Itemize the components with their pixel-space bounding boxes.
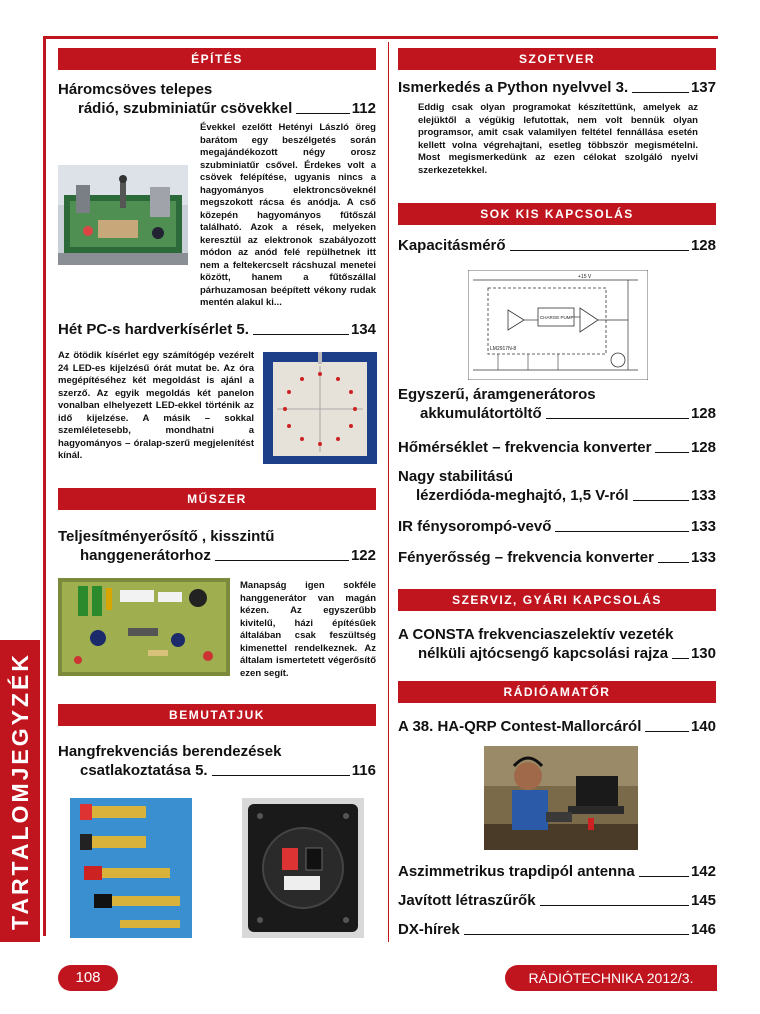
leader-line <box>253 334 349 335</box>
title-line: DX-hírek <box>398 921 460 938</box>
title-line: Hangfrekvenciás berendezések <box>58 743 282 760</box>
side-label: TARTALOMJEGYZÉK <box>7 652 33 930</box>
page-number: 140 <box>690 718 716 735</box>
title-line: lézerdióda-meghajtó, 1,5 V-ról <box>416 487 629 504</box>
leader-line <box>658 562 689 563</box>
column-divider <box>388 42 389 942</box>
page-number: 133 <box>690 487 716 504</box>
title-line: Egyszerű, áramgenerátoros <box>398 386 596 403</box>
schematic-block-label: CHARGE PUMP <box>540 315 574 320</box>
article-title[interactable] <box>398 625 716 663</box>
leader-line <box>464 934 689 935</box>
title-line: Kapacitásmérő <box>398 237 506 254</box>
leader-line <box>546 418 689 419</box>
section-header-epites: ÉPÍTÉS <box>58 48 376 70</box>
section-header-szerviz: SZERVIZ, GYÁRI KAPCSOLÁS <box>398 589 716 611</box>
leader-line <box>672 658 689 659</box>
leader-line <box>215 560 349 561</box>
article-title[interactable] <box>398 717 716 736</box>
article-title[interactable] <box>398 78 716 97</box>
leader-line <box>633 500 689 501</box>
page-number: 130 <box>690 645 716 662</box>
radio-operator-photo <box>484 746 638 850</box>
article-title[interactable] <box>398 517 716 536</box>
schematic-supply-label: +15 V <box>578 274 592 280</box>
title-line: Hőmérséklet – frekvencia konverter <box>398 439 652 456</box>
article-title[interactable] <box>398 862 716 881</box>
title-line: Fényerősség – frekvencia konverter <box>398 549 654 566</box>
section-header-muszer: MŰSZER <box>58 488 376 510</box>
title-line: A 38. HA-QRP Contest-Mallorcáról <box>398 718 642 735</box>
page-number: 128 <box>690 439 716 456</box>
footer-page-number: 108 <box>58 965 118 991</box>
title-line: Javított létraszűrők <box>398 892 536 909</box>
frame-left-rule <box>43 36 46 936</box>
article-title[interactable] <box>398 920 716 939</box>
title-line: Háromcsöves telepes <box>58 81 213 98</box>
amplifier-board-photo <box>58 578 230 676</box>
led-clock-photo <box>263 352 377 464</box>
page-number: 133 <box>690 518 716 535</box>
article-title[interactable] <box>398 438 716 457</box>
page-number: 112 <box>351 100 376 117</box>
article-abstract: Az ötödik kísérlet egy számítógép vezérelt 24 LED-es kijelzésű órát mutat be. Az óra megépítéséhez két megoldást is ajánl a szerző. Az egyik megoldás két panelon vonalban elhelyezett LED-ekkel történik az idő kijelzése. A másik – sokkal szemléletesebb, mondhatni a hagyományos – óralap-szerű megjelenítést kínál. <box>58 350 254 461</box>
page-number: 146 <box>690 921 716 938</box>
leader-line <box>639 876 689 877</box>
article-abstract: Manapság igen sokféle hanggenerátor van magán kézen. Az egyszerűbb kivitelű, házi építésűek általában csak feszültség kimenettel rendelkeznek. Az általam ismertetett végerősítő ezen segít. <box>240 580 376 679</box>
section-header-sok-kis-kapcsolas: SOK KIS KAPCSOLÁS <box>398 203 716 225</box>
page-number: 128 <box>690 405 716 422</box>
section-header-bemutatjuk: BEMUTATJUK <box>58 704 376 726</box>
leader-line <box>655 452 688 453</box>
page-number: 134 <box>350 321 376 338</box>
title-line: akkumulátortöltő <box>420 405 542 422</box>
title-line: A CONSTA frekvenciaszelektív vezeték <box>398 626 674 643</box>
leader-line <box>296 113 350 114</box>
page-number: 142 <box>690 863 716 880</box>
leader-line <box>510 250 689 251</box>
page-number: 122 <box>350 547 376 564</box>
title-line: Aszimmetrikus trapdipól antenna <box>398 863 635 880</box>
title-line: Teljesítményerősítő , kisszintű <box>58 528 275 545</box>
frame-top-rule <box>43 36 718 39</box>
leader-line <box>540 905 689 906</box>
article-title[interactable] <box>398 467 716 505</box>
title-line: Ismerkedés a Python nyelvvel 3. <box>398 79 629 96</box>
title-line: hanggenerátorhoz <box>80 547 211 564</box>
schematic-ic-label: LM2917N-8 <box>490 346 517 352</box>
title-line: nélküli ajtócsengő kapcsolási rajza <box>418 645 669 662</box>
page-number: 133 <box>690 549 716 566</box>
section-header-szoftver: SZOFTVER <box>398 48 716 70</box>
page-number: 137 <box>690 79 716 96</box>
title-line: Nagy stabilitású <box>398 468 514 485</box>
leader-line <box>645 731 689 732</box>
article-title[interactable] <box>398 236 716 255</box>
leader-line <box>555 531 689 532</box>
capacitance-meter-schematic <box>468 270 648 380</box>
footer-magazine-title: RÁDIÓTECHNIKA 2012/3. <box>505 965 717 991</box>
article-title[interactable] <box>398 891 716 910</box>
tube-radio-photo <box>58 165 188 265</box>
article-title[interactable] <box>398 548 716 567</box>
article-title[interactable] <box>58 80 376 118</box>
audio-connectors-photo <box>70 798 192 938</box>
article-title[interactable] <box>398 385 716 423</box>
speaker-terminal-photo <box>242 798 364 938</box>
title-line: rádió, szubminiatűr csövekkel <box>78 100 293 117</box>
page-number: 116 <box>351 762 376 779</box>
page-number: 145 <box>690 892 716 909</box>
article-title[interactable] <box>58 742 376 780</box>
title-line: csatlakoztatása 5. <box>80 762 208 779</box>
title-line: IR fénysorompó-vevő <box>398 518 552 535</box>
article-abstract: Évekkel ezelőtt Hetényi László öreg barátom egy beszélgetés során megajándékozott négy orosz szubminiatűr csővel. Érdekes volt a csövek felépítése, ugyanis nincs a hagyományos elektroncsöveknél megszokott rácsa és anódja. A cső közepén hagyományos fűtőszál található. Azok a rések, melyeken keresztül az elektronok szabályozott módon az anód felé repülhetnek itt nem a feltekercselt rácshuzal menetei között, hanem a fűtőszállal párhuzamosan beépített vékony rudak mentén alakul ki... <box>200 122 376 308</box>
leader-line <box>212 775 350 776</box>
section-header-radioamator: RÁDIÓAMATŐR <box>398 681 716 703</box>
article-title[interactable] <box>58 527 376 565</box>
article-abstract: Eddig csak olyan programokat készítettünk, amelyek az elejüktől a végükig lefutottak, nem volt bennük olyan programsor, amit csak valamilyen feltétel fennállása esetén kellett volna végrehajtani, esetleg többször megismételni. Most megismerkedünk az ezen célokat szolgáló nyelvi szerkezetekkel. <box>418 102 698 176</box>
page-number: 128 <box>690 237 716 254</box>
title-line: Hét PC-s hardverkísérlet 5. <box>58 321 249 338</box>
leader-line <box>632 92 689 93</box>
article-title[interactable] <box>58 320 376 339</box>
